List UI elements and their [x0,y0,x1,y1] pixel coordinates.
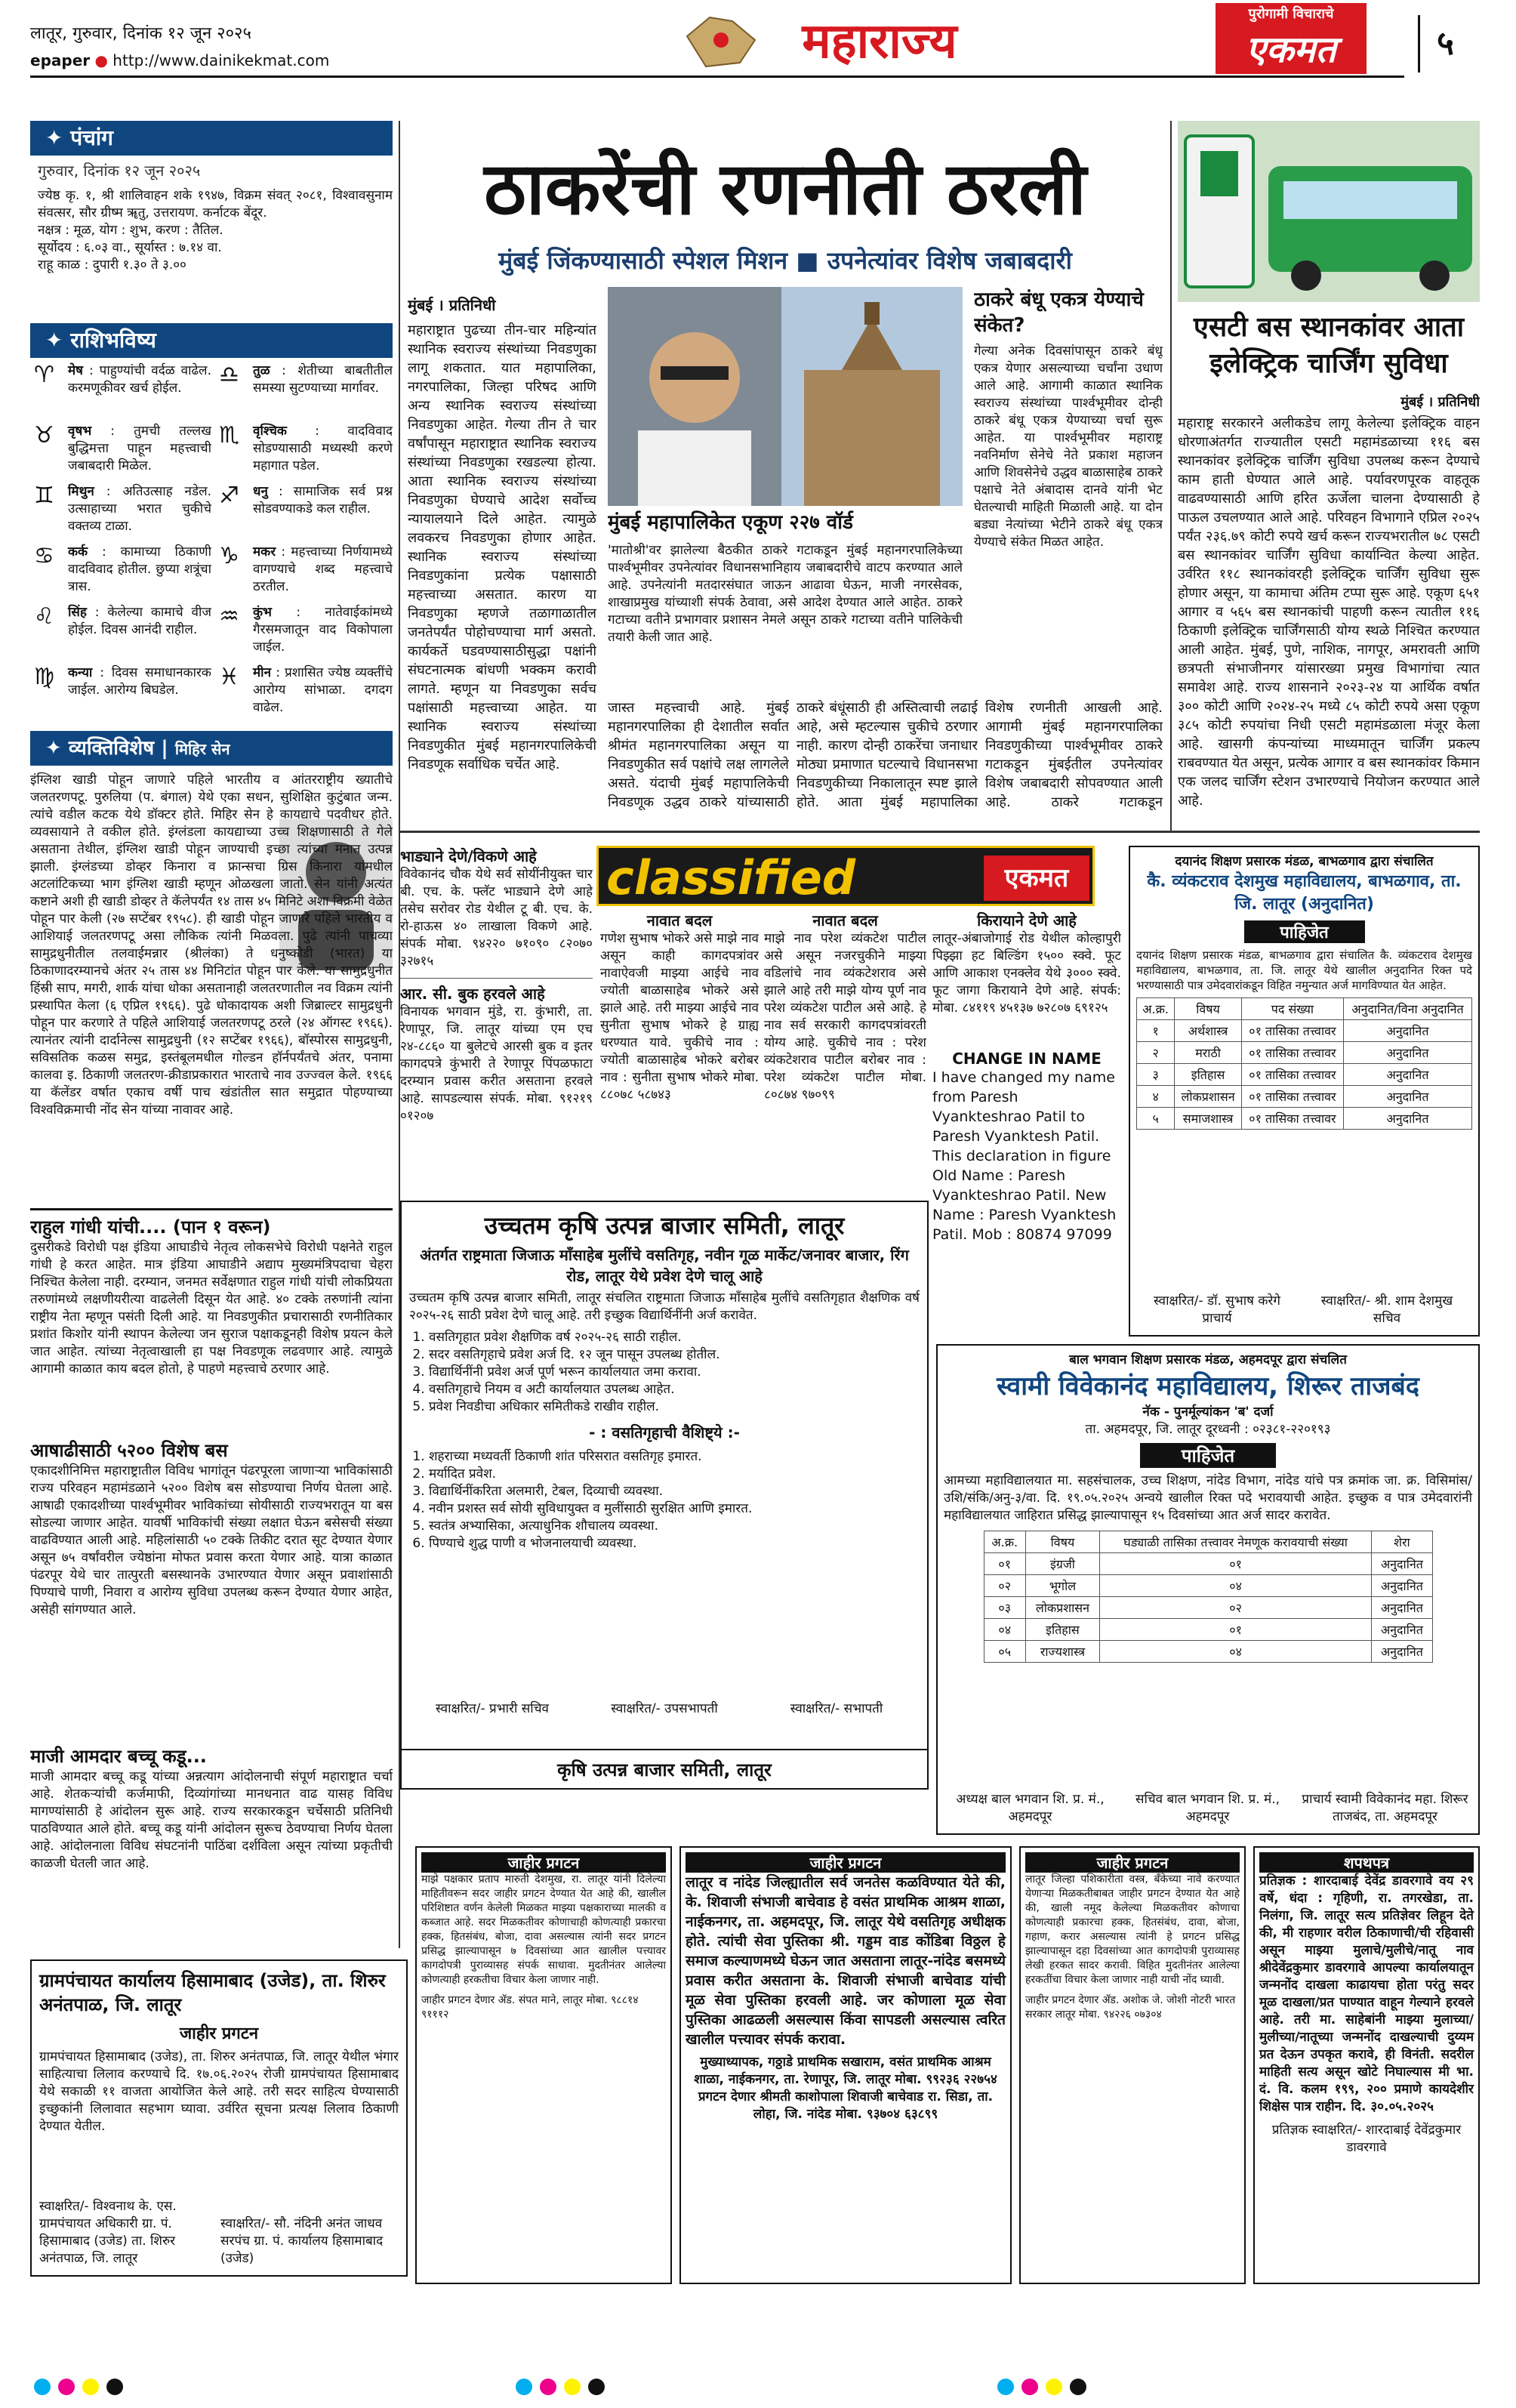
table-row: ०२ भूगोल ०४ अनुदानित [984,1575,1432,1597]
notice-title: शपथपत्र [1259,1852,1474,1873]
ev-byline: मुंबई । प्रतिनिधी [1400,394,1480,410]
table-row: १ अर्थशास्त्र ०१ तासिका तत्त्वावर अनुदानित [1137,1020,1472,1042]
table-header: अनुदानित/विना अनुदानित [1343,998,1471,1020]
rashi-item: ♊ मिथुन : अतिउत्साह नडेल. उत्साहाच्या भरात चुकीचे वक्तव्य टाळा. [34,483,211,534]
gram-office: ग्रामपंचायत कार्यालय हिसामाबाद (उजेड), ता. शिरुर अनंतपाळ, जि. लातूर [39,1970,386,2015]
person-title: व्यक्तिविशेष [68,737,155,760]
college1-table [1136,997,1472,1130]
ad-title: किरायाने देणे आहे [977,911,1077,930]
ev-text: महाराष्ट्र सरकारने अलीकडेच लागू केलेल्या इलेक्ट्रिक वाहन धोरणाअंतर्गत राज्यातील एसटी महामंडळाच्या ११६ बस स्थानकांवर इलेक्ट्रिक चार्जिंग सुविधा उपलब्ध करून देण्याचे काम हाती घेण्यात आले आहे. पर्यावरणपूरक वाहतूक वाढवण्यासाठी आणि हरित ऊर्जेला चालना देण्यासाठी हे पाऊल उचलण्यात आले आहे. परिवहन विभागाने एप्रिल २०२५ पर्यंत २३६.७९ कोटी रुपये खर्च करून राज्यभरातील ७८ एसटी बस स्थानकांवर चार्जिंग सुविधा कार्यान्वित केल्या आहेत. उर्वरित ११८ स्थानकांवरही इलेक्ट्रिक चार्जिंग सुविधा सुरू होणार असून, या कामाचा अंतिम टप्पा सुरू आहे. एकूण ६५१ आगार व ५६५ बस स्थानकांची पाहणी करून त्यातील ११६ ठिकाणी इलेक्ट्रिक चार्जिंगसाठी योग्य स्थळे निश्चित करण्यात आली आहेत. मुंबई, पुणे, नाशिक, नागपूर, अमरावती आणि छत्रपती संभाजीनगर यांसारख्या प्रमुख विभागांचा त्यात समावेश आहे. राज्य शासनाने २०२३-२४ या आर्थिक वर्षात ३०० कोटी आणि २०२४-२५ मध्ये ८५ कोटी रुपये असा एकूण ३८५ कोटी रुपयांचा निधी एसटी महामंडळाला मंजूर केला आहे. खासगी कंपन्यांच्या माध्यमातून चार्जिंग प्रकल्प राबवण्यात येत असून, प्रत्येक आगार व बस स्थानकांवर किमान एक जलद चार्जिंग स्टेशन उभारण्याचे नियोजन करण्यात आले आहे. [1178,415,1480,809]
registration-dot [58,2379,75,2395]
apmc-sig: स्वाक्षरित/- प्रभारी सचिव [436,1701,549,1716]
table-header: अ.क्र. [1137,998,1175,1020]
side-box [974,287,1163,695]
registration-dot [106,2379,123,2395]
college1-sig-left: स्वाक्षरित/- डॉ. सुभाष करेगे प्राचार्य [1154,1293,1280,1326]
aquarius-icon: ♒ [219,603,239,630]
person-header: ✦ व्यक्तिविशेष | मिहिर सेन [30,731,393,766]
classified-ad [932,1050,1121,1299]
aries-icon: ♈ [34,362,54,388]
table-header: विषय [1175,998,1242,1020]
notice-footer: जाहीर प्रगटन देणार ॲड. संपत माने, लातूर मोबा. ९८८१४ ९१११२ [421,1994,639,2021]
college1-sig-right: स्वाक्षरित/- श्री. शाम देशमुख सचिव [1320,1293,1453,1326]
apmc-rule: 2. सदर वसतिगृहाचे प्रवेश अर्ज दि. १२ जून पासून उपलब्ध होतील. [429,1346,920,1364]
college2-ad [936,1344,1480,1835]
apmc-rule: 1. वसतिगृहात प्रवेश शैक्षणिक वर्ष २०२५-२६ साठी राहील. [429,1329,920,1346]
apmc-footer: कृषि उत्पन्न बाजार समिती, लातूर [402,1749,927,1788]
rashi-item: ♈ मेष : पाहुण्यांची वर्दळ वाढेल. करमणूकीवर खर्च होईल. [34,362,211,396]
map-logo [679,6,763,74]
cancer-icon: ♋ [34,543,54,569]
registration-dot [1021,2379,1038,2395]
apmc-sig: स्वाक्षरित/- सभापती [790,1701,883,1716]
lead-col1: महाराष्ट्रात पुढच्या तीन-चार महिन्यांत स्थानिक स्वराज्य संस्थांच्या निवडणुका लागू शकतात. यात महापालिका, नगरपालिका, जिल्हा परिषद आणि अन्य स्थानिक स्वराज्य संस्थांच्या निवडणुका आहेत. गेल्या तीन ते चार वर्षांपासून महाराष्ट्रात स्थानिक स्वराज्य संस्थांच्या निवडणुका रखडल्या होत्या. आता स्थानिक स्वराज्य संस्थांच्या निवडणुका घेण्याचे आदेश सर्वोच्च न्यायालयाने दिले आहेत. त्यामुळे लवकरच निवडणुका होणार आहेत. स्थानिक स्वराज्य संस्थांच्या निवडणुकांना प्रत्येक पक्षासाठी महत्त्वाच्या असतात. कारण या निवडणुका म्हणजे तळागाळातील जनतेपर्यंत पोहोचण्याचा मार्ग असतो. कार्यकर्ते घडवण्यासाठीसुद्धा पक्षांनी संघटनात्मक बांधणी भक्कम करावी लागते. म्हणून या निवडणुका सर्वच पक्षांसाठी महत्त्वाच्या आहेत. या स्थानिक स्वराज्य संस्थांच्या निवडणुकीत मुंबई महानगरपालिकेची निवडणूक सर्वाधिक चर्चेत आहे. [408,322,596,772]
lead-photo-uddhav [608,287,781,506]
college2-sig: अध्यक्ष बाल भगवान शि. प्र. मं., अहमदपूर [956,1792,1105,1824]
registration-dot [540,2379,556,2395]
side-title: ठाकरे बंधू एकत्र येण्याचे संकेत? [974,288,1144,337]
panchang-icon: ✦ [45,125,71,150]
ad-text: गणेश सुभाष भोकरे असे माझे नाव असून काही कागदपत्रांवर नावाऐवजी माझ्या आईचे नाव ज्योती बाळासाहेब भोकरे असे झाले आहे. तरी माझ्या आईचे नाव सुनीता सुभाष भोकरे हे ग्राह्य धरण्यात यावे. चुकीचे नाव : ज्योती बाळासाहेब भोकरे बरोबर नाव : सुनीता सुभाष भोकरे मोबा. ८८०७८ ५८७४३ [600,931,759,1102]
table-row: ०४ इतिहास ०१ अनुदानित [984,1619,1432,1641]
person-text: इंग्लिश खाडी पोहून जाणारे पहिले भारतीय व आंतरराष्ट्रीय ख्यातीचे जलतरणपटू. पुरुलिया (प. बंगाल) येथे एका सधन, सुशिक्षित कुटुंबात जन्म. त्यांचे वडील कटक येथे डॉक्टर होते. मिहिर सेन हे कायद्याचे पदवीधर होते. व्यवसायाने ते वकील होते. इंग्लंडला कायद्याच्या उच्च शिक्षणासाठी ते गेले असताना तेथील, इंग्लिश खाडी पोहून जाण्याची इच्छा त्यांच्या मनात उत्पन्न झाली. इंग्लंडच्या डोव्हर किनारा व फ्रान्सचा ग्रिस किनारा यांमधील अटलांटिकच्या भाग इंग्लिश खाडी म्हणून ओळखला जातो. सेन यांनी अत्यंत कष्टाने अशी ही खाडी डोव्हर ते कॅलेपर्यंत १४ तास ४५ मिनिटे अशा विक्रमी वेळेत पोहून पार केली (२७ सप्टेंबर १९५८). ही खाडी पोहून जाणारे पहिले भारतीय व आशियाई जलतरणपटू असा लौकिक त्यांनी मिळवला. पुढे त्यांनी पाचव्या सामुद्रधुनीतील तलवाईमन्नार (श्रीलंका) ते धनुष्कोडी (भारत) या ठिकाणादरम्यानचे अंतर २५ तास ४४ मिनिटांत पोहून पार केले. या सामुद्रधुनीत हिंस्री साप, मगरी, शार्क यांचा धोका असतानाही जलतरणातील नव विक्रम त्यांनी प्रस्थापित केला (६ एप्रिल १९६६). पुढे धोकादायक अशी जिब्राल्टर सामुद्रधुनी पोहून पार करणारे ते पहिले आशियाई जलतरणपटू ठरले (२४ ऑगस्ट १९६६). त्यानंतर त्यांनी दार्दानेल्स सामुद्रधुनी (१२ सप्टेंबर १९६६), बॉस्पोरस सामुद्रधुनी, सविसतिक कळस समुद्र, इस्तंबूलमधील गोल्डन हॉर्नपर्यंतचे अंतर, पनामा कालवा इ. ठिकाणी जलतरण-क्रीडाप्रकारात भारताचे नाव उज्ज्वल केले. १९६६ या कॅलेंडर वर्षात एकाच वर्षी पाच खंडांतील सात समुद्रात पोहण्याच्या विश्वविक्रमाची नोंद सेन यांच्या नावावर आहे. [30,772,393,1118]
college2-sig: प्राचार्य स्वामी विवेकानंद महा. शिरूर ताजबंद, ता. अहमदपूर [1302,1792,1468,1824]
ev-headline: एसटी बस स्थानकांवर आता इलेक्ट्रिक चार्जिंग सुविधा [1193,312,1465,379]
page-number: ५ [1418,15,1471,72]
table-row: ३ इतिहास ०१ तासिका तत्त्वावर अनुदानित [1137,1064,1472,1086]
college1-society: दयानंद शिक्षण प्रसारक मंडळ, बाभळगाव द्वारा संचालित [1175,854,1434,869]
registration-dot [588,2379,605,2395]
ad-text: I have changed my name from Paresh Vyankteshrao Patil to Paresh Vyanktesh Patil. This declaration in figure Old Name : Paresh Vyankteshrao Patil. New Name : Paresh Vyanktesh Patil. Mob : 80874 97099 [932,1069,1117,1243]
brand-logo: एकमत [1216,26,1367,74]
section-title: महाराज्य [802,14,957,69]
classified-brand: एकमत [984,856,1089,901]
classified-ad [932,910,1121,1046]
college2-address: ता. अहमदपूर, जि. लातूर दूरध्वनी : ०२३८१-२२०१९३ [1085,1422,1331,1437]
registration-dot [516,2379,532,2395]
libra-icon: ♎ [219,362,239,388]
college1-text: दयानंद शिक्षण प्रसारक मंडळ, बाभळगाव द्वारा संचालित कै. व्यंकटराव देशमुख महाविद्यालय, बाभळगाव, ता. जि. लातूर येथे खालील अनुदानित रिक्त पदे भरण्यासाठी पात्र उमेदवारांकडून विहित नमुन्यात अर्ज मागविण्यात येत आहेत. [1136,948,1472,992]
gemini-icon: ♊ [34,483,54,509]
brand-tagline: पुरोगामी विचाराचे [1216,3,1367,26]
apmc-sig: स्वाक्षरित/- उपसभापती [611,1701,718,1716]
rashi-item: ♒ कुंभ : नातेवाईकांमध्ये गैरसमजातून वाद विकोपाला जाईल. [219,603,393,655]
college2-heading: पाहिजेत [1140,1443,1276,1468]
kadu-story [30,1744,393,1948]
notice-2 [679,1846,1012,2284]
apmc-rule: 4. वसतिगृहाचे नियम व अटी कार्यालयात उपलब्ध आहेत. [429,1381,920,1398]
college2-sub: नॅक - पुनर्मूल्यांकन 'ब' दर्जा [1142,1404,1274,1420]
bus-title: आषाढीसाठी ५२०० विशेष बस [30,1440,228,1461]
lead-byline: मुंबई । प्रतिनिधी [408,296,496,314]
panchang-line: नक्षत्र : मूळ, योग : शुभ, करण : तैतिल. [38,223,223,238]
lead-headline: ठाकरेंची रणनीती ठरली [484,146,1086,231]
notice-footer: जाहीर प्रगटन देणार ॲड. अशोक जे. जोशी नोटरी भारत सरकार लातूर मोबा. ९४२२६ ०७३०४ [1025,1994,1236,2021]
apmc-title: उच्चतम कृषि उत्पन्न बाजार समिती, लातूर [484,1211,845,1240]
apmc-signatures [409,1700,920,1746]
ad-title: भाड्याने देणे/विकणे आहे [400,847,537,865]
college2-text: आमच्या महाविद्यालयात मा. सहसंचालक, उच्च शिक्षण, नांदेड विभाग, नांदेड यांचे पत्र क्रमांक जा. क्र. विसिमांस/उशि/संकि/अनु-३/वा. दि. १९.०५.२०२५ अन्वये खालील रिक्त पदे भरावयाची आहेत. इच्छुक व पात्र उमेदवारांनी महाविद्यालयात जाहिरात प्रसिद्ध झाल्यापासून १५ दिवसांच्या आत अर्ज सादर करावेत. [944,1473,1472,1523]
gram-ad [30,1959,408,2277]
rashi-header [30,323,393,358]
virgo-icon: ♍ [34,664,54,690]
ad-text: माझे नाव परेश व्यंकटेश पाटील असे असून नजरचुकीने माझ्या वडिलांचे नाव व्यंकटेशराव असे झाले आहे तरी माझे योग्य पूर्ण नाव परेश व्यंकटेश पाटील असे आहे. हे नाव सर्व सरकारी कागदपत्रांवरती योग्य आहे. चुकीचे नाव : परेश व्यंकटेशराव पाटील बरोबर नाव : परेश व्यंकटेश पाटील मोबा. ८०८७४ ९७०९९ [764,931,926,1102]
column-rule [1170,121,1172,831]
college2-name: स्वामी विवेकानंद महाविद्यालय, शिरूर ताजबंद [997,1371,1419,1401]
rashi-item: ♌ सिंह : केलेल्या कामाचे वीज होईल. दिवस आनंदी राहील. [34,603,211,637]
apmc-feature: 2. मर्यादित प्रवेश. [429,1466,920,1483]
sagittarius-icon: ♐ [219,483,239,509]
table-header: शेरा [1372,1531,1432,1553]
rashi-item: ♉ वृषभ : तुमची तल्लख बुद्धिमत्ता पाहून महत्त्वाची जबाबदारी मिळेल. [34,422,211,473]
ad-title: नावात बदल [812,911,878,930]
section-rule [400,831,1480,833]
bmc-text: 'मातोश्री'वर झालेल्या बैठकीत ठाकरे गटाकडून मुंबई महानगरपालिकेच्या पार्श्वभूमीवर उपनेत्यांवर विधानसभानिहाय जबाबदारीचे वाटप करण्यात आले आहे. उपनेत्यांनी मतदारसंघात जाऊन आढावा घेऊन, माजी नगरसेवक, शाखाप्रमुख यांच्याशी संपर्क ठेवावा, असे आदेश देण्यात आले आहेत. ठाकरे गटाच्या वतीने प्रभागवार प्रशासन नेमले असून ठाकरे गटाच्या वतीने पालिकेची तयारी केली जात आहे. [608,543,963,645]
registration-dot [997,2379,1014,2395]
lead-col4: विशेष रणनीती आखली आहे. आगामी मुंबई महानगरपालिका निवडणुकीच्या पार्श्वभूमीवर ठाकरे गटाकडून मुंबईतील उपनेत्यांवर विशेष जबाबदारी सोपवण्यात आली आहे. ठाकरे गटाकडून [985,700,1163,810]
notice-title: जाहीर प्रगटन [686,1852,1006,1873]
gram-heading: जाहीर प्रगटन [179,2024,259,2043]
apmc-intro: उच्चतम कृषि उत्पन्न बाजार समिती, लातूर संचलित राष्ट्रमाता जिजाऊ माँसाहेब मुलींचे वसतिगृहात शैक्षणिक वर्ष २०२५-२६ साठी प्रवेश देणे चालू आहे. तरी इच्छुक विद्यार्थिनींनी अर्ज करावेत. [409,1290,920,1323]
taurus-icon: ♉ [34,422,54,449]
rashi-item: ♋ कर्क : कामाच्या ठिकाणी वादविवाद होतील. छुप्या शत्रूंचा त्रास. [34,543,211,594]
leo-icon: ♌ [34,603,54,630]
classified-ad [764,910,926,1167]
lead-col2: जास्त महत्त्वाची आहे. मुंबई महानगरपालिका ही देशातील सर्वात श्रीमंत महानगरपालिका असून या निवडणुकीत सर्व पक्षांचे लक्ष लागलेले असते. यंदाची मुंबई महापालिकेची निवडणूक उद्धव ठाकरे यांच्यासाठी [608,700,789,810]
scorpio-icon: ♏ [219,422,239,449]
apmc-rule: 3. विद्यार्थिनींनी प्रवेश अर्ज पूर्ण भरून कार्यालयात जमा करावा. [429,1364,920,1381]
ad-text: विवेकानंद चौक येथे सर्व सोयींनीयुक्त चार बी. एच. के. फ्लॅट भाड्याने देणे आहे तसेच सरोवर रोड येथील टू बी. एच. के. रो-हाऊस ४० लाखाला विकणे आहे. संपर्क मोबा. ९४२२० ७१०९० ८२०७० ३२७१५ [400,867,593,969]
college1-ad [1129,846,1480,1337]
apmc-feature: 3. विद्यार्थिनींकरिता अलमारी, टेबल, दिव्याची व्यवस्था. [429,1483,920,1500]
capricorn-icon: ♑ [219,543,239,569]
college1-heading: पाहिजेत [1244,920,1365,943]
rashi-grid [30,362,393,725]
rahul-story [30,1208,393,1435]
rahul-title: राहुल गांधी यांची.... (पान १ वरून) [30,1216,271,1238]
classified-label: classified [606,851,856,905]
notice-text: माझे पक्षकार प्रताप मारुती देशमुख, रा. लातूर यांनी दिलेल्या माहितीवरून सदर जाहीर प्रगटन देण्यात येत आहे की, खालील परिशिष्टात वर्णन केलेली मिळकत माझ्या पक्षकाराच्या मालकी व कब्जात आहे. सदर मिळकतीवर कोणाचाही कोणत्याही प्रकारचा हक्क, हितसंबंध, बोजा, दावा असल्यास त्यांनी सदर प्रगटन प्रसिद्ध झाल्यापासून ७ दिवसांच्या आत खालील पत्त्यावर कागदोपत्री पुराव्यासह संपर्क साधावा. मुदतीनंतर आलेल्या कोणत्याही हरकतीचा विचार केला जाणार नाही. [421,1873,666,1986]
panchang-line: ज्येष्ठ कृ. १, श्री शालिवाहन शके १९४७, विक्रम संवत् २०८१, विश्वावसुनाम संवत्सर, सौर ग्रीष्म ॠतु, उत्तरायण. कर्नाटक बेंदूर. [38,188,393,220]
bus-story [30,1438,393,1740]
globe-icon: ● [94,51,108,69]
apmc-ad [400,1201,929,1790]
table-header: घड्याळी तासिका तत्त्वावर नेमणूक करावयाची संख्या [1099,1531,1371,1553]
gram-sig-left: स्वाक्षरित/- विश्वनाथ के. एस. ग्रामपंचायत अधिकारी ग्रा. पं. हिसामाबाद (उजेड) ता. शिरुर अनंतपाळ, जि. लातूर [39,2199,177,2266]
notice-title: जाहीर प्रगटन [1025,1852,1240,1873]
table-row: ०३ लोकप्रशासन ०२ अनुदानित [984,1597,1432,1619]
header-rule [30,76,1404,78]
bmc-label: मुंबई महापालिकेत एकूण २२७ वॉर्ड [608,506,963,539]
notice-title: जाहीर प्रगटन [421,1852,666,1873]
rashi-title: राशिभविष्य [70,328,156,353]
apmc-feature: 1. शहराच्या मध्यवर्ती ठिकाणी शांत परिसरात वसतिगृह इमारत. [429,1448,920,1466]
notice-4 [1253,1846,1480,2284]
college1-name: कै. व्यंकटराव देशमुख महाविद्यालय, बाभळगाव, ता. जि. लातूर (अनुदानित) [1147,872,1462,914]
notice-footer: मुख्याध्यापक, गठ्ठाडे प्राथमिक सखाराम, वसंत प्राथमिक आश्रम शाळा, नाईकनगर, ता. रेणापूर, जि. लातूर मोबा. ९९२३६ २२७५४ प्रगटन देणार श्रीमती काशोपाला शिवाजी बाचेवाड रा. सिडा, ता. लोहा, जि. नांदेड मोबा. ९३७०४ ६३८९९ [694,2055,997,2122]
apmc-features [409,1448,920,1552]
ev-photo [1178,121,1480,302]
apmc-rule: 5. प्रवेश निवडीचा अधिकार समितीकडे राखीव राहील. [429,1398,920,1416]
panchang-header [30,121,393,156]
side-text: गेल्या अनेक दिवसांपासून ठाकरे बंधू एकत्र येणार असल्याच्या चर्चांना उधाण आले आहे. आगामी काळात स्थानिक स्वराज्य संस्थांच्या पार्श्वभूमीवर दोन्ही ठाकरे बंधू एकत्र येण्याच्या चर्चा सुरू आहेत. या पार्श्वभूमीवर महाराष्ट्र नवनिर्माण सेनेचे नेते प्रकाश महाजन आणि शिवसेनेचे उद्धव बाळासाहेब ठाकरे पक्षाचे नेते अंबादास दानवे यांनी भेट घेतल्याची माहिती मिळाली आहे. या दोन बड्या नेत्यांच्या भेटीने ठाकरे बंधू एकत्र येण्याचे संकेत मिळत आहेत. [974,344,1163,550]
lead-col3: ठाकरे बंधूंसाठी ही अस्तित्वाची लढाई आहे, असे म्हटल्यास चुकीचे ठरणार नाही. कारण दोन्ही ठाकरेंचा जनाधार मोठ्या प्रमाणात घटल्याचे विधानसभा निवडणुकीच्या निकालातून स्पष्ट झाले होते. आता मुंबई महापालिका [797,700,978,810]
gram-text: ग्रामपंचायत हिसामाबाद (उजेड), ता. शिरुर अनंतपाळ, जि. लातूर येथील भंगार साहित्याचा लिलाव करण्याचे दि. १७.०६.२०२५ रोजी ग्रामपंचायत हिसामाबाद येथे सकाळी ११ वाजता आयोजित केले आहे. तरी सदर साहित्य घेण्यासाठी इच्छुकांनी लिलावात सहभाग घ्यावा. उर्वरित सूचना प्रत्यक्ष लिलाव ठिकाणी देण्यात येतील. [39,2049,399,2134]
epaper-label: epaper [30,51,91,69]
notice-text: प्रतिज्ञक : शारदाबाई देवेंद्र डावरगावे वय २९ वर्षे, धंदा : गृहिणी, रा. तगरखेडा, ता. निलंगा, जि. लातूर सत्य प्रतिज्ञेवर लिहून देते की, मी राहणार वरील ठिकाणाची/ची रहिवासी असून माझ्या मुलाचे/मुलीचे/नातू नाव श्रीदेवेंद्रकुमार डावरगावे आपल्या कार्यालयातून जन्मनोंद दाखला काढायचा होता परंतु सदर मूळ दाखला/प्रत पाण्यात वाहून गेल्याने हरवले आहे. तरी मा. साहेबांनी माझ्या मुलाच्या/मुलीच्या/नातूच्या जन्मनोंद दाखल्याची दुय्यम प्रत देऊन उपकृत करावे, ही विनंती. सदरील माहिती सत्य असून खोटे निघाल्यास मी भा. दं. वि. कलम १९९, २०० प्रमाणे कायदेशीर शिक्षेस पात्र राहीन. दि. ३०.०५.२०२५ [1259,1873,1474,2114]
classified-banner [596,846,1095,906]
kadu-title: माजी आमदार बच्चू कडू... [30,1746,207,1767]
registration-marks [30,2379,1480,2401]
registration-dot [1070,2379,1086,2395]
rashi-item: ♏ वृश्चिक : वादविवाद सोडण्यासाठी मध्यस्थी करणे महागात पडेल. [219,422,393,473]
college2-society: बाल भगवान शिक्षण प्रसारक मंडळ, अहमदपूर द्वारा संचलित [1069,1352,1347,1367]
ad-text: लातूर-अंबाजोगाई रोड येथील कोल्हापुरी पिझ्झा हट बिल्डिंग १५०० स्क्वे. फूट आणि आकाश एनक्लेव येथे ३००० स्क्वे. फूट जागा किरायाने देणे आहे. संपर्क: मोबा. ८४११९ ४५१३७ ७२८०७ ६९१२५ [932,931,1121,1016]
gram-sig-right: स्वाक्षरित/- सौ. नंदिनी अनंत जाधव सरपंच ग्रा. पं. कार्यालय हिसामाबाद (उजेड) [220,2216,384,2266]
college2-table [984,1531,1433,1663]
notice-text: लातूर व नांदेड जिल्ह्यातील सर्व जनतेस कळविण्यात येते की, के. शिवाजी संभाजी बाचेवाड हे वसंत प्राथमिक आश्रम शाळा, नाईकनगर, ता. अहमदपूर, जि. लातूर येथे वसतिगृह अधीक्षक होते. त्यांची सेवा पुस्तिका श्री. गड्डम वाड कोंडिबा विठ्ठल हे समाज कल्याणमध्ये घेऊन जात असताना लातूर-नांदेड बसमध्ये प्रवास करीत असताना के. शिवाजी संभाजी बाचेवाड यांची मूळ सेवा पुस्तिका हरवली आहे. जर कोणाला मूळ सेवा पुस्तिका आढळली असल्यास किंवा सापडली असल्यास त्वरित खालील पत्त्यावर संपर्क करावा. [686,1874,1006,2048]
apmc-feature: 5. स्वतंत्र अभ्यासिका, अत्याधुनिक शौचालय व्यवस्था. [429,1518,920,1535]
panchang-line: सूर्योदय : ६.०३ वा., सूर्यास्त : ७.१४ वा. [38,240,222,255]
ad-title: CHANGE IN NAME [952,1050,1102,1068]
classified-ad [600,910,759,1167]
table-row: ५ समाजशास्त्र ०१ तासिका तत्त्वावर अनुदानित [1137,1108,1472,1130]
kadu-text: माजी आमदार बच्चू कडू यांच्या अन्नत्याग आंदोलनाची संपूर्ण महाराष्ट्रात चर्चा आहे. शेतकऱ्यांची कर्जमाफी, दिव्यांगांच्या मानधनात वाढ यासह विविध मागण्यांसाठी हे आंदोलन सुरू आहे. राज्य सरकारकडून चर्चेसाठी प्रतिनिधी पाठविण्यात आले होते. बच्चू कडू यांनी आंदोलन सुरूच ठेवण्याचा निर्णय घेतला आहे. आंदोलनाला विविध संघटनांनी पाठिंबा दर्शविला असून त्यांच्या प्रकृतीची काळजी घेतली जात आहे. [30,1769,393,1871]
rashi-item: ♑ मकर : महत्त्वाच्या निर्णयामध्ये वागण्याचे शब्द महत्त्वाचे ठरतील. [219,543,393,594]
apmc-feature: 6. पिण्याचे शुद्ध पाणी व भोजनालयाची व्यवस्था. [429,1535,920,1552]
bus-text: एकादशीनिमित्त महाराष्ट्रातील विविध भागांतून पंढरपूरला जाणाऱ्या भाविकांसाठी राज्य परिवहन महामंडळाने ५२०० विशेष बस सोडण्याचा निर्णय घेतला आहे. आषाढी एकादशीच्या पार्श्वभूमीवर भाविकांच्या सोयीसाठी राज्यभरातून या बस सोडल्या जाणार आहेत. यावर्षी भाविकांची संख्या लक्षात घेऊन बसेसची संख्या वाढविण्यात आली आहे. महिलांसाठी ५० टक्के तिकीट दरात सूट देण्यात येणार असून ७५ वर्षांवरील ज्येष्ठांना मोफत प्रवास करता येणार आहे. यात्रा काळात पंढरपूर येथे चार तात्पुरती बसस्थानके उभारण्यात येणार असून प्रवाशांसाठी पिण्याचे पाणी, निवारा व आरोग्य सुविधा उपलब्ध करून देण्यात येणार आहेत, असेही सांगण्यात आले. [30,1463,393,1617]
registration-dot [34,2379,51,2395]
rashi-item: ♐ धनु : सामाजिक सर्व प्रश्न सोडवण्याकडे कल राहील. [219,483,393,516]
registration-dot [82,2379,99,2395]
table-row: ४ लोकप्रशासन ०१ तासिका तत्त्वावर अनुदानित [1137,1086,1472,1108]
notice-text: लातूर जिल्हा पशिकारीता वस्त्र, बँकेच्या नावे करण्यात येणाऱ्या मिळकतीबाबत जाहीर प्रगटन देण्यात येत आहे की, खाली नमूद केलेल्या मिळकतीवर कोणाचा कोणत्याही प्रकारचा हक्क, हितसंबंध, दावा, बोजा, गहाण, करार असल्यास त्यांनी हे प्रगटन प्रसिद्ध झाल्यापासून दहा दिवसांच्या आत कागदोपत्री पुराव्यासह लेखी हरकत सादर करावी. विहित मुदतीनंतर आलेल्या हरकतींचा विचार केला जाणार नाही याची नोंद घ्यावी. [1025,1873,1240,1986]
table-header: अ.क्र. [984,1531,1026,1553]
column-rule [399,121,400,1948]
table-row: २ मराठी ०१ तासिका तत्त्वावर अनुदानित [1137,1042,1472,1064]
registration-dot [564,2379,581,2395]
pisces-icon: ♓ [219,664,239,690]
rashi-icon: ✦ [45,328,71,353]
notice-footer: प्रतिज्ञक स्वाक्षरित/- शारदाबाई देवेंद्रकुमार डावरगावे [1271,2123,1462,2155]
apmc-rules [409,1329,920,1416]
table-header: विषय [1026,1531,1100,1553]
website-url[interactable]: http://www.dainikekmat.com [112,51,330,69]
panchang-title: पंचांग [70,125,113,150]
ad-title: नावात बदल [646,911,713,930]
rashi-item: ♍ कन्या : दिवस समाधानकारक जाईल. आरोग्य बिघडेल. [34,664,211,698]
apmc-features-title: - : वसतिगृहाची वैशिष्ट्ये :- [589,1423,740,1441]
person-name: मिहिर सेन [174,740,230,758]
ad-title: आर. सी. बुक हरवले आहे [400,978,593,1004]
apmc-sub: अंतर्गत राष्ट्रमाता जिजाऊ माँसाहेब मुलींचे वसतिगृह, नवीन गूळ मार्केट/जनावर बाजार, रिंग रोड, लातूर येथे प्रवेश देणे चालू आहे [420,1246,909,1285]
person-icon: ✦ [45,737,69,760]
rashi-item: ♎ तुळ : शेतीच्या बाबतीतील समस्या सुटण्याच्या मार्गावर. [219,362,393,396]
notice-3 [1019,1846,1246,2284]
table-row: ०५ राज्यशास्त्र ०४ अनुदानित [984,1641,1432,1663]
dateline: लातूर, गुरुवार, दिनांक १२ जून २०२५ [30,24,251,43]
college2-sig: सचिव बाल भगवान शि. प्र. मं., अहमदपूर [1135,1792,1280,1824]
ad-text: विनायक भगवान मुंडे, रा. कुंभारी, ता. रेणापूर, जि. लातूर यांच्या एम एच २४-८८६० या बुलेटचे आरसी बुक व इतर कागदपत्रे कुंभारी ते रेणापूर पिंपळफाटा दरम्यान प्रवास करीत असताना हरवले आहे. सापडल्यास संपर्क. मोबा. ९१२१९ ०१२०७ [400,1004,593,1124]
lead-photo-bmc [781,287,963,506]
notice-1 [415,1846,672,2284]
panchang-body [38,187,393,323]
page-header [0,0,1516,106]
rahul-text: दुसरीकडे विरोधी पक्ष इंडिया आघाडीचे नेतृत्व लोकसभेचे विरोधी पक्षनेते राहुल गांधी हे करत आहेत. मात्र इंडिया आघाडीने अद्याप मुख्यमंत्रिपदाचा चेहरा निश्चित केलेला नाही. दरम्यान, जनमत सर्वेक्षणात राहुल गांधी यांची लोकप्रियता तरुणांमध्ये लक्षणीयरीत्या वाढलेली दिसून येत आहे. ४० टक्के तरुणांनी त्यांना राष्ट्रीय नेता म्हणून पसंती दिली आहे. या निवडणुकीत प्रचारासाठी रणनीतिकार प्रशांत किशोर यांनी स्थापन केलेल्या जन सुराज पक्षाकडूनही विशेष प्रयत्न केले जात आहेत. त्यांच्या नेतृत्वाखाली हा पक्ष निवडणूक लढवणार आहे. त्यामुळे आगामी काळात काय बदल होतो, हे पाहणे महत्त्वाचे ठरणार आहे. [30,1240,393,1377]
table-row: ०१ इंग्रजी ०१ अनुदानित [984,1553,1432,1575]
lead-subhead: मुंबई जिंकण्यासाठी स्पेशल मिशन ■ उपनेत्यांवर विशेष जबाबदारी [498,246,1072,275]
rashi-item: ♓ मीन : प्रशासित ज्येष्ठ व्यक्तींचे आरोग्य सांभाळा. दगदग वाढेल. [219,664,393,715]
registration-dot [1046,2379,1062,2395]
panchang-line: राहू काळ : दुपारी १.३० ते ३.०० [38,257,186,273]
apmc-feature: 4. नवीन प्रशस्त सर्व सोयी सुविधायुक्त व मुलींसाठी सुरक्षित आणि इमारत. [429,1500,920,1518]
epaper-link[interactable] [30,51,604,69]
panchang-date: गुरुवार, दिनांक १२ जून २०२५ [38,162,201,180]
table-header: पद संख्या [1241,998,1343,1020]
